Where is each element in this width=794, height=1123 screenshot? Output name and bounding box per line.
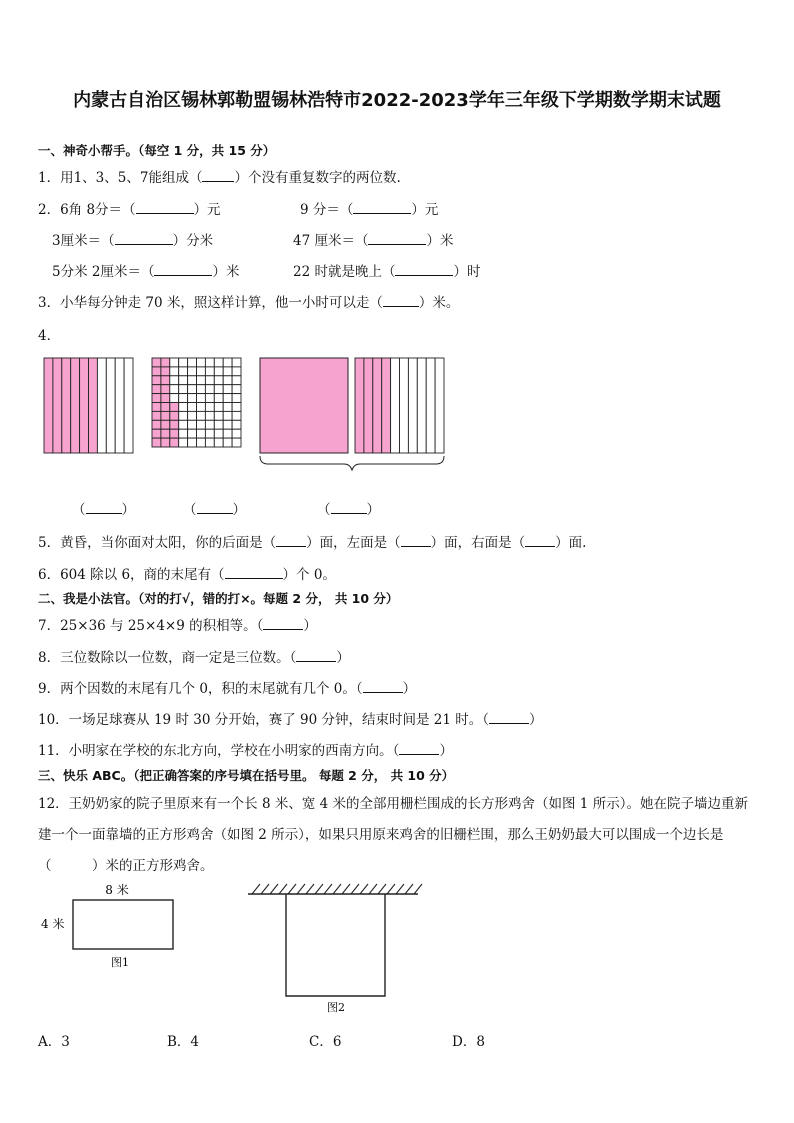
answer-blank[interactable] (296, 649, 336, 662)
strip-cell (80, 358, 89, 453)
answer-blank[interactable] (399, 742, 439, 755)
question-10: 10．一场足球赛从 19 时 30 分开始，赛了 90 分钟，结束时间是 21 时。（ ） (38, 712, 543, 728)
question-11: 11．小明家在学校的东北方向，学校在小明家的西南方向。（ ） (38, 743, 453, 759)
grid-cell (161, 367, 170, 376)
grid-cell (179, 420, 188, 429)
grid-cell (223, 420, 232, 429)
question-6: 6．604 除以 6，商的末尾有（ ）个 0。 (38, 567, 336, 583)
question-2-row-3a: 5分米 2厘米＝（ ）米 (52, 264, 240, 280)
grid-cell (197, 438, 206, 447)
answer-blank[interactable] (136, 201, 194, 214)
grid-cell (205, 420, 214, 429)
grid-cell (152, 438, 161, 447)
grid-cell (214, 385, 223, 394)
grid-cell (179, 429, 188, 438)
option-d[interactable]: D．8 (452, 1034, 485, 1050)
full-square-figure (260, 358, 348, 453)
grid-cell (232, 411, 241, 420)
grid-cell (188, 420, 197, 429)
answer-blank[interactable] (363, 680, 403, 693)
hatch-line (360, 884, 368, 894)
strip-cell (97, 358, 106, 453)
strip-cell (71, 358, 80, 453)
grid-cell (197, 367, 206, 376)
grid-cell (197, 358, 206, 367)
grid-cell (223, 376, 232, 385)
grid-cell (232, 403, 241, 412)
strip-cell (417, 358, 426, 453)
grid-cell (152, 411, 161, 420)
fig1-width-label: 4 米 (41, 917, 65, 931)
grid-cell (205, 376, 214, 385)
grid-cell (205, 367, 214, 376)
brace (260, 456, 444, 470)
grid-cell (232, 358, 241, 367)
strip-cell (62, 358, 71, 453)
grid-cell (152, 420, 161, 429)
grid-cell (197, 411, 206, 420)
grid-cell (214, 403, 223, 412)
grid-cell (179, 367, 188, 376)
question-2-row-2a: 3厘米＝（ ）分米 (52, 233, 214, 249)
question-2-row-1b: 9 分＝（ ）元 (300, 202, 439, 218)
grid-cell (223, 385, 232, 394)
fig1-caption: 图1 (111, 956, 129, 969)
grid-cell (179, 394, 188, 403)
full-pink-square (260, 358, 348, 453)
grid-cell (223, 394, 232, 403)
question-8: 8．三位数除以一位数，商一定是三位数。（ ） (38, 650, 350, 666)
strip-cell (364, 358, 373, 453)
figure-1 (41, 882, 173, 969)
grid-cell (152, 376, 161, 385)
grid-cell (205, 358, 214, 367)
strip-cell (382, 358, 391, 453)
grid-cell (161, 429, 170, 438)
grid-cell (188, 385, 197, 394)
hatch-line (252, 884, 260, 894)
grid-cell (152, 403, 161, 412)
grid-cell (179, 403, 188, 412)
hatch-line (288, 884, 296, 894)
grid-cell (152, 358, 161, 367)
grid-cell (214, 367, 223, 376)
question-12-figures (0, 878, 794, 1018)
hatch-line (324, 884, 332, 894)
question-4-number: 4． (38, 328, 61, 344)
grid-cell (170, 358, 179, 367)
grid-cell (232, 367, 241, 376)
hatch-line (306, 884, 314, 894)
question-12-line-1: 12．王奶奶家的院子里原来有一个长 8 米、宽 4 米的全部用栅栏围成的长方形鸡舍（如图 1 所示）。她在院子墙边重新 (38, 796, 748, 812)
option-b[interactable]: B．4 (167, 1034, 200, 1050)
question-1 (38, 166, 401, 186)
question-1-text-end: ）个没有重复数字的两位数. (234, 170, 401, 186)
grid-cell (197, 376, 206, 385)
grid-cell (188, 376, 197, 385)
answer-blank[interactable] (368, 232, 426, 245)
section-1-header: 一、神奇小帮手。（每空 1 分，共 15 分） (38, 143, 276, 158)
grid-cell (152, 367, 161, 376)
hatch-line (414, 884, 422, 894)
hatch-line (369, 884, 377, 894)
grid-cell (188, 358, 197, 367)
figure-2 (248, 884, 422, 1014)
grid-cell (223, 429, 232, 438)
grid-cell (161, 385, 170, 394)
option-a[interactable]: A．3 (38, 1034, 70, 1050)
question-9: 9．两个因数的末尾有几个 0，积的末尾就有几个 0。（ ） (38, 681, 417, 697)
grid-cell (205, 429, 214, 438)
grid-cell (161, 403, 170, 412)
grid-cell (197, 394, 206, 403)
rectangle-coop (73, 900, 173, 949)
answer-blank[interactable] (115, 232, 173, 245)
square-coop (286, 894, 385, 996)
grid-cell (214, 411, 223, 420)
grid-cell (179, 385, 188, 394)
strip-cell (124, 358, 133, 453)
strip-cell (408, 358, 417, 453)
grid-cell (214, 376, 223, 385)
answer-blank[interactable] (86, 501, 122, 514)
question-4-answer-c: （ ） (317, 502, 380, 518)
hatch-line (315, 884, 323, 894)
hatch-line (342, 884, 350, 894)
section-2-header: 二、我是小法官。（对的打√，错的打×。每题 2 分， 共 10 分） (38, 591, 399, 606)
grid-cell (214, 429, 223, 438)
strip-cell (373, 358, 382, 453)
grid-cell (223, 411, 232, 420)
answer-blank[interactable] (353, 201, 411, 214)
grid-cell (188, 411, 197, 420)
grid-cell (188, 438, 197, 447)
grid-cell (205, 411, 214, 420)
hatch-line (351, 884, 359, 894)
grid-cell (197, 429, 206, 438)
question-4-answer-b: （ ） (183, 502, 246, 518)
grid-cell (152, 385, 161, 394)
question-2-row-1a: 2．6角 8分＝（ ）元 (38, 202, 221, 218)
grid-cell (170, 420, 179, 429)
grid-cell (214, 358, 223, 367)
grid-cell (232, 438, 241, 447)
grid-cell (179, 376, 188, 385)
answer-blank[interactable] (489, 711, 529, 724)
question-12-line-2: 建一个一面靠墙的正方形鸡舍（如图 2 所示），如果只用原来鸡舍的旧栅栏围，那么王奶奶最大可以围成一个边长是 (38, 827, 724, 843)
strip-cell (400, 358, 409, 453)
answer-blank[interactable] (525, 534, 555, 547)
question-5: 5．黄昏，当你面对太阳，你的后面是（ ）面，左面是（ ）面，右面是（ ）面. (38, 535, 587, 551)
strips-figure (44, 358, 133, 453)
grid-cell (152, 394, 161, 403)
hatch-line (387, 884, 395, 894)
grid-cell (170, 438, 179, 447)
grid-cell (170, 376, 179, 385)
grid-cell (170, 429, 179, 438)
grid-cell (170, 411, 179, 420)
grid-cell (170, 367, 179, 376)
grid-cell (232, 429, 241, 438)
question-2-row-2b: 47 厘米＝（ ）米 (293, 233, 454, 249)
grid-cell (214, 438, 223, 447)
grid-cell (170, 403, 179, 412)
answer-blank[interactable] (383, 294, 419, 307)
grid-cell (197, 420, 206, 429)
hatch-line (279, 884, 287, 894)
grid-cell (179, 358, 188, 367)
answer-blank[interactable] (202, 169, 234, 182)
question-4-answer-a: （ ） (72, 502, 135, 518)
grid-cell (188, 429, 197, 438)
hatch-line (405, 884, 413, 894)
grid-figure (152, 358, 241, 447)
question-1-text: 1．用1、3、5、7能组成（ (38, 170, 203, 186)
grid-cell (223, 438, 232, 447)
page-title: 内蒙古自治区锡林郭勒盟锡林浩特市2022-2023学年三年级下学期数学期末试题 (73, 90, 721, 111)
option-c[interactable]: C．6 (309, 1034, 342, 1050)
grid-cell (205, 438, 214, 447)
grid-cell (205, 394, 214, 403)
grid-cell (152, 429, 161, 438)
answer-blank[interactable] (401, 534, 431, 547)
answer-blank[interactable] (225, 566, 283, 579)
strip-cell (106, 358, 115, 453)
answer-blank[interactable] (154, 263, 212, 276)
fig2-caption: 图2 (327, 1001, 345, 1014)
grid-cell (188, 394, 197, 403)
strip-cell (435, 358, 444, 453)
grid-cell (223, 403, 232, 412)
grid-cell (161, 358, 170, 367)
hatch-line (333, 884, 341, 894)
hatch-line (261, 884, 269, 894)
hatch-line (378, 884, 386, 894)
answer-blank[interactable] (276, 534, 306, 547)
grid-cell (197, 385, 206, 394)
strip-cell (44, 358, 53, 453)
strip-cell (115, 358, 124, 453)
hatch-line (270, 884, 278, 894)
question-3: 3．小华每分钟走 70 米，照这样计算，他一小时可以走（ ）米。 (38, 295, 460, 311)
grid-cell (223, 367, 232, 376)
section-3-header: 三、快乐 ABC。（把正确答案的序号填在括号里。 每题 2 分， 共 10 分） (38, 768, 455, 783)
grid-cell (223, 358, 232, 367)
grid-cell (197, 403, 206, 412)
grid-cell (232, 385, 241, 394)
question-2-row-3b: 22 时就是晚上（ ）时 (293, 264, 481, 280)
grid-cell (214, 420, 223, 429)
grid-cell (170, 385, 179, 394)
hatch-line (297, 884, 305, 894)
strip-cell (355, 358, 364, 453)
grid-cell (232, 394, 241, 403)
grid-cell (232, 376, 241, 385)
grid-cell (188, 367, 197, 376)
answer-blank[interactable] (395, 263, 453, 276)
grid-cell (205, 403, 214, 412)
strips-figure-2 (355, 358, 444, 453)
answer-blank[interactable] (331, 501, 367, 514)
grid-cell (205, 385, 214, 394)
strip-cell (426, 358, 435, 453)
grid-cell (179, 411, 188, 420)
question-7: 7．25×36 与 25×4×9 的积相等。（ ） (38, 618, 317, 634)
wall-hatching (252, 884, 422, 894)
answer-blank[interactable] (197, 501, 233, 514)
grid-cell (161, 394, 170, 403)
grid-cell (188, 403, 197, 412)
grid-cell (161, 376, 170, 385)
grid-cell (161, 411, 170, 420)
grid-cell (214, 394, 223, 403)
fig1-length-label: 8 米 (105, 883, 129, 897)
grid-cell (232, 420, 241, 429)
hatch-line (396, 884, 404, 894)
strip-cell (89, 358, 98, 453)
grid-cell (179, 438, 188, 447)
answer-blank[interactable] (263, 617, 303, 630)
strip-cell (53, 358, 62, 453)
grid-cell (161, 420, 170, 429)
strip-cell (391, 358, 400, 453)
question-12-line-3: （ ）米的正方形鸡舍。 (38, 858, 214, 874)
grid-cell (170, 394, 179, 403)
grid-cell (161, 438, 170, 447)
